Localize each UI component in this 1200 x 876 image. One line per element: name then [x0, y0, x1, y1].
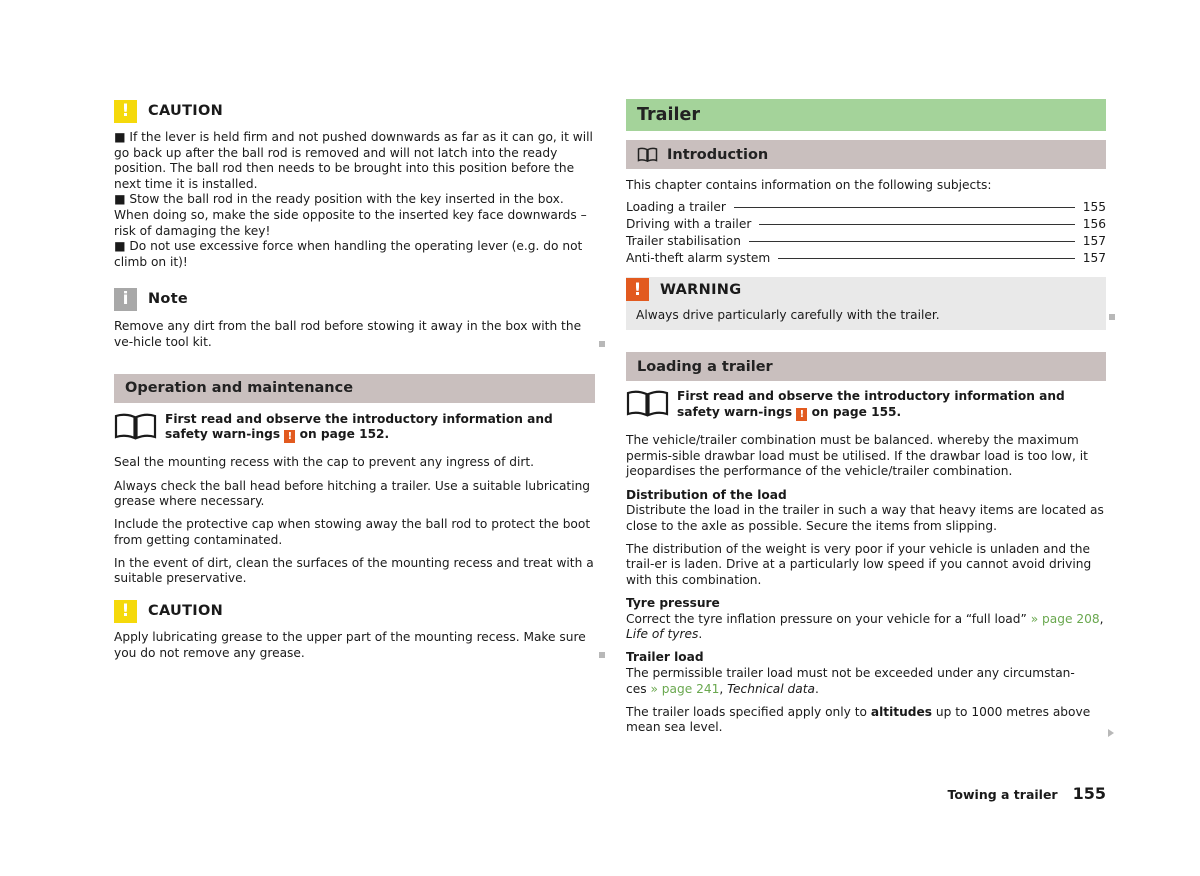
caution-block-1: [114, 98, 595, 270]
toc-item[interactable]: Loading a trailer 155: [626, 199, 1106, 214]
note-title: Note: [148, 291, 189, 308]
toc-item[interactable]: Trailer stabilisation 157: [626, 234, 1106, 249]
page-link[interactable]: » page 208: [1030, 611, 1100, 626]
loading-section: [626, 352, 1106, 735]
intro-text: First read and observe the introductory information and safety warn-ings: [677, 389, 1065, 419]
introduction-title: Introduction: [667, 146, 769, 163]
caution-text: Apply lubricating grease to the upper part of the mounting recess. Make sure you do not remove any grease.: [114, 630, 586, 660]
subheading: Tyre pressure: [626, 596, 720, 611]
warning-icon: !: [796, 408, 807, 421]
paragraph: Include the protective cap when stowing away the ball rod to protect the boot from getting contaminated.: [114, 517, 591, 547]
intro-reference: [626, 389, 1106, 421]
end-marker: [1109, 314, 1115, 320]
note-text: Remove any dirt from the ball rod before stowing it away in the box with the ve-hicle tool kit.: [114, 319, 582, 349]
end-marker: [599, 341, 605, 347]
toc-item[interactable]: Anti-theft alarm system 157: [626, 251, 1106, 266]
footer-section: Towing a trailer: [947, 787, 1058, 802]
dot-leader: [778, 258, 1074, 259]
introduction-heading: [626, 140, 1106, 169]
intro-page-link[interactable]: on page 152.: [299, 427, 390, 442]
page-footer: [948, 784, 1106, 803]
caution-title: CAUTION: [148, 603, 224, 620]
paragraph: The vehicle/trailer combination must be balanced. whereby the maximum permis-sible drawbar load must be utilised. If the drawbar load is too low, it jeopardises the performance of the vehicle/trailer combination.: [626, 433, 1088, 479]
paragraph: Distribute the load in the trailer in such a way that heavy items are located as close to the axle as possible. Secure the items from slipping.: [626, 503, 1104, 533]
end-marker: [599, 652, 605, 658]
paragraph: Correct the tyre inflation pressure on your vehicle for a “full load” » page 208, Life of tyres.: [626, 611, 1104, 642]
dot-leader: [734, 207, 1075, 208]
dot-leader: [749, 241, 1075, 242]
intro-text: First read and observe the introductory information and safety warn-ings: [165, 411, 553, 442]
section-heading: Operation and maintenance: [114, 374, 595, 403]
warning-block: [626, 277, 1106, 331]
caution-title: CAUTION: [148, 103, 224, 119]
toc-item[interactable]: Driving with a trailer 156: [626, 216, 1106, 231]
paragraph: Seal the mounting recess with the cap to prevent any ingress of dirt.: [114, 455, 535, 470]
caution-item: ■ Do not use excessive force when handling the operating lever (e.g. do not climb on it)!: [114, 239, 583, 269]
book-icon: [637, 147, 658, 162]
introduction-lead: This chapter contains information on the following subjects:: [626, 178, 992, 192]
note-block: [114, 286, 595, 350]
subheading: Trailer load: [626, 650, 704, 665]
left-column: [114, 98, 595, 661]
warning-title: WARNING: [660, 281, 742, 298]
caution-block-2: [114, 598, 595, 661]
caution-item: ■ If the lever is held firm and not pushed downwards as far as it can go, it will go back up after the ball rod is removed and will not latch into the ready position. The ball rod then needs to be brought into this position before the next time it is installed.: [114, 130, 593, 191]
warning-text: Always drive particularly carefully with the trailer.: [636, 307, 940, 322]
right-column: [626, 99, 1106, 736]
page-link[interactable]: » page 241: [650, 681, 720, 696]
warning-icon: !: [284, 430, 295, 443]
warning-icon: !: [626, 278, 649, 301]
chapter-title: Trailer: [626, 99, 1106, 131]
caution-icon: !: [114, 100, 137, 123]
intro-reference: [114, 412, 595, 444]
caution-icon: !: [114, 600, 137, 623]
paragraph: The trailer loads specified apply only to altitudes up to 1000 metres above mean sea level.: [626, 704, 1091, 735]
dot-leader: [759, 224, 1074, 225]
caution-item: ■ Stow the ball rod in the ready position with the key inserted in the box. When doing so, make the side opposite to the inserted key face downwards – risk of damaging the key!: [114, 192, 587, 238]
paragraph: In the event of dirt, clean the surfaces of the mounting recess and treat with a suitable preservative.: [114, 555, 594, 586]
info-icon: i: [114, 288, 137, 311]
operation-section: [114, 374, 595, 588]
intro-page-link[interactable]: on page 155.: [811, 404, 902, 419]
paragraph: Always check the ball head before hitching a trailer. Use a suitable lubricating grease where necessary.: [114, 478, 591, 509]
subheading: Distribution of the load: [626, 487, 787, 502]
book-icon: [114, 412, 157, 440]
toc-list: [626, 200, 1106, 269]
section-heading: Loading a trailer: [626, 352, 1106, 381]
paragraph: The distribution of the weight is very poor if your vehicle is unladen and the trail-er is laden. Drive at a particularly low speed if you cannot avoid driving with this combination.: [626, 541, 1092, 588]
paragraph: The permissible trailer load must not be exceeded under any circumstan- ces » page 241, Technical data.: [626, 665, 1075, 696]
page-number: 155: [1072, 784, 1106, 803]
continue-arrow-icon: [1108, 729, 1114, 737]
book-icon: [626, 389, 669, 417]
